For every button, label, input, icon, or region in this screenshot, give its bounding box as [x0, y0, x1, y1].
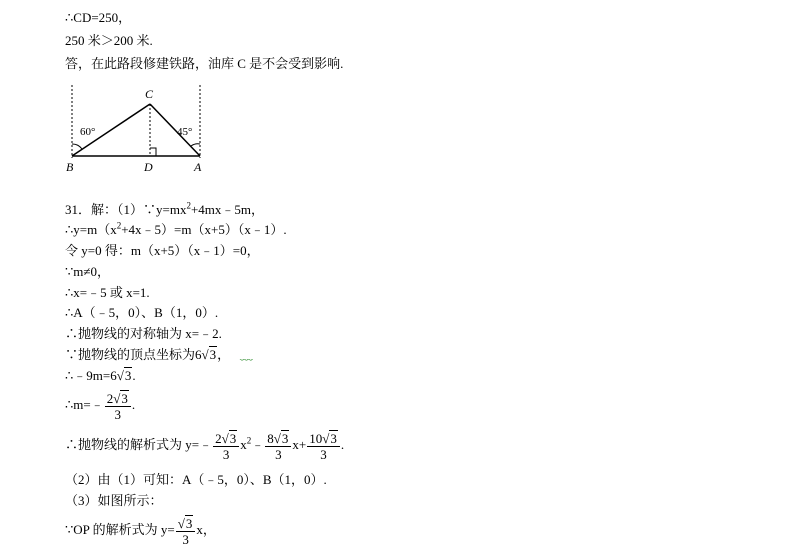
solution-line-14: ∵OP 的解析式为 y= $\frac{√3}{3}$ x，: [65, 515, 216, 547]
text-line-cd: ∴CD=250，: [65, 10, 132, 25]
fraction: $\frac{√3}{3}$: [176, 516, 196, 547]
label-c: C: [145, 87, 154, 101]
grammar-squiggle: ﹏: [239, 347, 253, 362]
text-line-answer: 答，在此路段修建铁路，油库 C 是不会受到影响.: [65, 56, 344, 71]
fraction-2: $\frac{8√3}{3}$: [265, 431, 291, 462]
angle-label-left: 60°: [80, 126, 96, 138]
fraction: $\frac{2√3}{3}$: [105, 391, 131, 422]
angle-arc-left: [72, 144, 82, 149]
solution-line-3: 令 y=0 得：m（x+5）（x﹣1）=0，: [65, 243, 260, 258]
solution-line-7: ∴抛物线的对称轴为 x=﹣2.: [65, 326, 222, 341]
sqrt-symbol: √3: [201, 347, 217, 362]
label-d: D: [144, 160, 153, 174]
solution-line-4: ∵m≠0，: [65, 264, 111, 279]
label-b: B: [66, 160, 74, 174]
text-line-compare: 250 米＞200 米.: [65, 33, 153, 48]
solution-line-8: ∵抛物线的顶点坐标为6√3， ﹏: [65, 347, 253, 362]
right-angle-mark: [150, 148, 156, 156]
fraction-1: $\frac{2√3}{3}$: [213, 431, 239, 462]
angle-label-right: 45°: [177, 126, 193, 138]
solution-line-5: ∴x=﹣5 或 x=1.: [65, 285, 150, 300]
solution-line-12: （2）由（1）可知：A（﹣5，0）、B（1，0）.: [65, 472, 327, 487]
label-a: A: [194, 160, 202, 174]
solution-line-9: ∴﹣9m=6√3.: [65, 368, 136, 383]
solution-line-13: （3）如图所示：: [65, 493, 163, 508]
triangle-figure: [58, 80, 218, 175]
solution-line-1: 31．解：$(1)\because y=mx^2+4mx﹣5m$，: [65, 200, 265, 217]
solution-line-2: $\therefore y=m(x^2+4x﹣5)=m(x+5)(x﹣1)$.: [65, 220, 287, 237]
sqrt-symbol: √3: [116, 368, 132, 383]
solution-line-10: ∴m=﹣ $\frac{2√3}{3}$ .: [65, 390, 136, 422]
segment-ca: [150, 104, 200, 156]
angle-arc-right: [191, 144, 200, 146]
solution-line-11: ∴抛物线的解析式为 y=﹣ $\frac{2√3}{3}$ $x^2﹣$ $\frac{8√3}{3}$ x+ $\frac{10√3}{3}$ .: [65, 430, 345, 462]
fraction-3: $\frac{10√3}{3}$: [307, 431, 340, 462]
solution-line-6: ∴A（﹣5，0）、B（1，0）.: [65, 305, 219, 320]
